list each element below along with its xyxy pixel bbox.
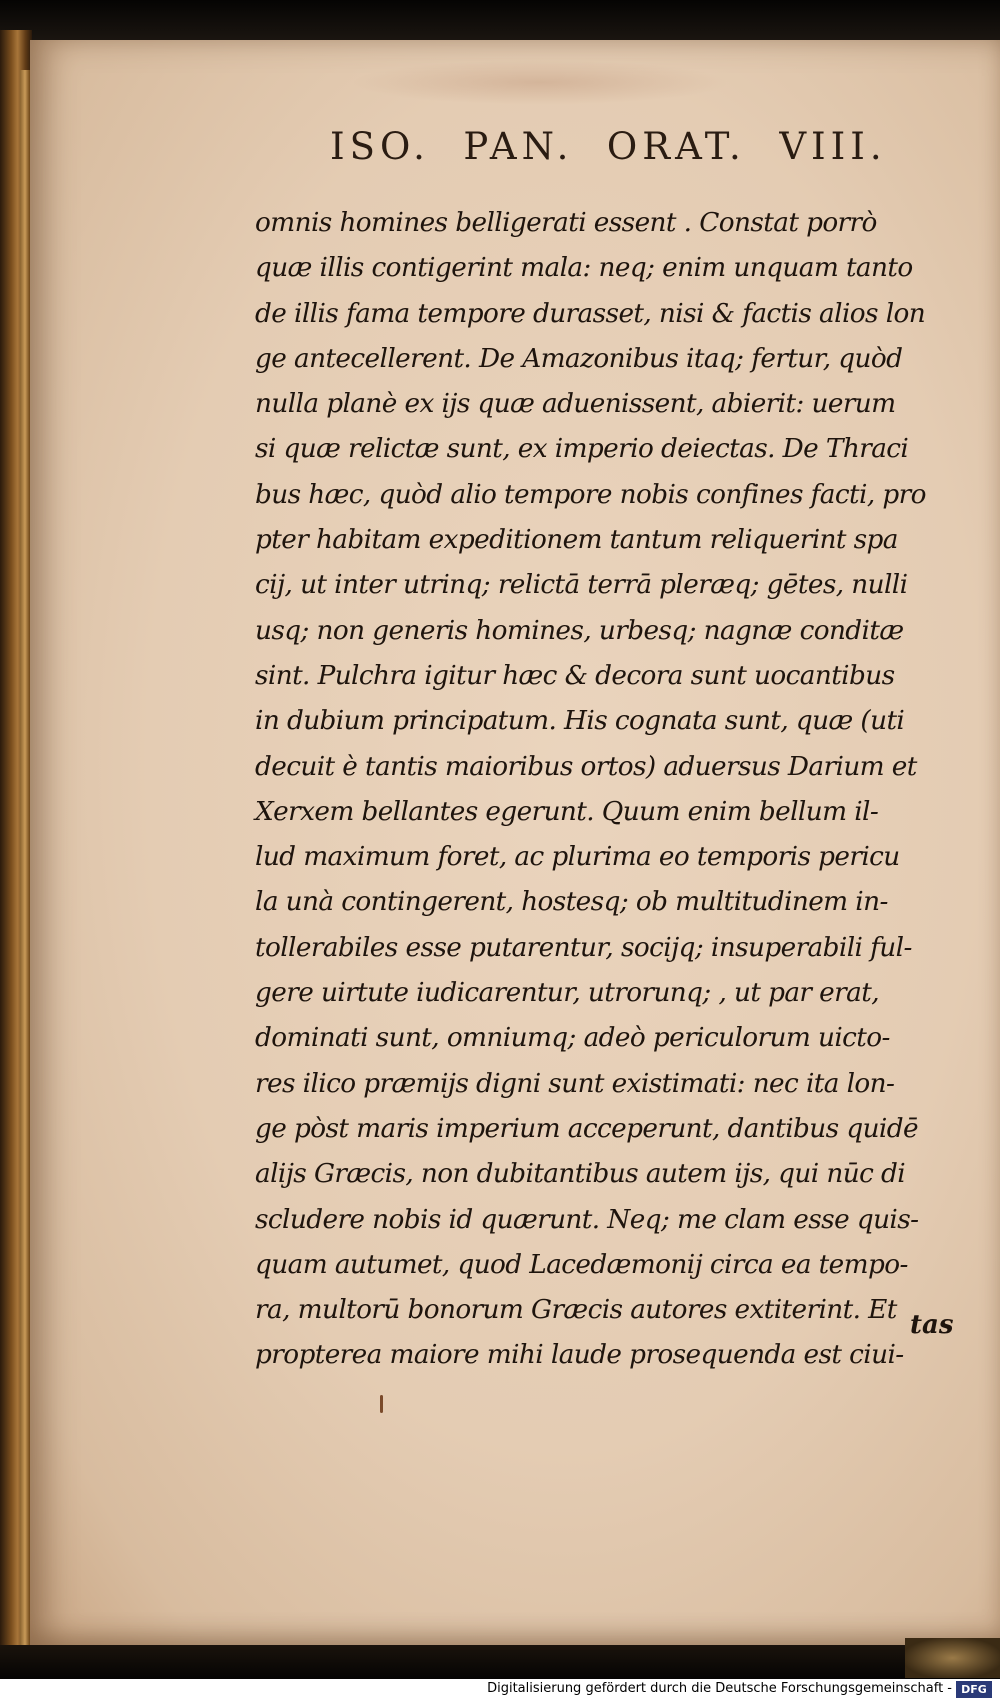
- footer-credit: Digitalisierung gefördert durch die Deutsche Forschungsgemeinschaft -: [487, 1681, 952, 1696]
- text-line: decuit è tantis maioribus ortos) aduersus Darium et: [255, 750, 917, 782]
- text-line: cij, ut inter utrinq; relictā terrā pleræq; gētes, nulli: [255, 569, 908, 601]
- text-line: ra, multorū bonorum Græcis autores extiterint. Et: [255, 1294, 897, 1326]
- text-line: tollerabiles esse putarentur, socijq; insuperabili ful-: [255, 931, 912, 963]
- scan-top-border: [0, 0, 1000, 40]
- running-header: ISO. PAN. ORAT. VIII.: [330, 125, 887, 168]
- dfg-logo: DFG: [956, 1681, 992, 1698]
- text-line: alijs Græcis, non dubitantibus autem ijs, qui nūc di: [255, 1158, 906, 1190]
- text-line: sint. Pulchra igitur hæc & decora sunt uocantibus: [255, 659, 895, 691]
- text-line: la unà contingerent, hostesq; ob multitudinem in-: [255, 886, 888, 918]
- text-line: ge antecellerent. De Amazonibus itaq; fertur, quòd: [255, 342, 903, 374]
- text-line: ge pòst maris imperium acceperunt, dantibus quidē: [255, 1112, 918, 1144]
- corner-stain: [905, 1638, 1000, 1678]
- text-line: propterea maiore mihi laude prosequenda est ciui-: [255, 1339, 904, 1371]
- text-line: pter habitam expeditionem tantum reliquerint spa: [255, 524, 898, 556]
- text-line: res ilico præmijs digni sunt existimati: nec ita lon-: [255, 1067, 895, 1099]
- text-line: dominati sunt, omniumq; adeò periculorum uicto-: [255, 1022, 890, 1054]
- text-line: si quæ relictæ sunt, ex imperio deiectas. De Thraci: [255, 433, 909, 465]
- scan-bottom-border: [0, 1645, 1000, 1679]
- book-spine: [0, 30, 32, 1650]
- ink-mark: [380, 1395, 383, 1413]
- text-line: omnis homines belligerati essent . Constat porrò: [255, 207, 877, 238]
- text-line: nulla planè ex ijs quæ aduenissent, abierit: uerum: [255, 388, 896, 420]
- text-line: in dubium principatum. His cognata sunt, quæ (uti: [255, 705, 905, 737]
- text-line: scludere nobis id quærunt. Neq; me clam esse quis-: [255, 1203, 919, 1235]
- catchword: tas: [910, 1310, 954, 1340]
- spine-gilt-edge: [20, 70, 30, 1660]
- text-line: quæ illis contigerint mala: neq; enim unquam tanto: [255, 252, 913, 284]
- text-line: gere uirtute iudicarentur, utrorunq; , ut par erat,: [255, 977, 879, 1009]
- book-page: [30, 40, 1000, 1645]
- text-line: bus hæc, quòd alio tempore nobis confines facti, pro: [255, 478, 926, 510]
- body-text: [255, 200, 975, 1378]
- text-line: de illis fama tempore durasset, nisi & factis alios lon: [255, 297, 926, 329]
- text-line: lud maximum foret, ac plurima eo temporis pericu: [255, 841, 900, 873]
- text-line: usq; non generis homines, urbesq; nagnæ conditæ: [255, 614, 904, 646]
- text-line: quam autumet, quod Lacedæmonij circa ea tempo-: [255, 1248, 908, 1280]
- text-line: Xerxem bellantes egerunt. Quum enim bellum il-: [255, 795, 879, 827]
